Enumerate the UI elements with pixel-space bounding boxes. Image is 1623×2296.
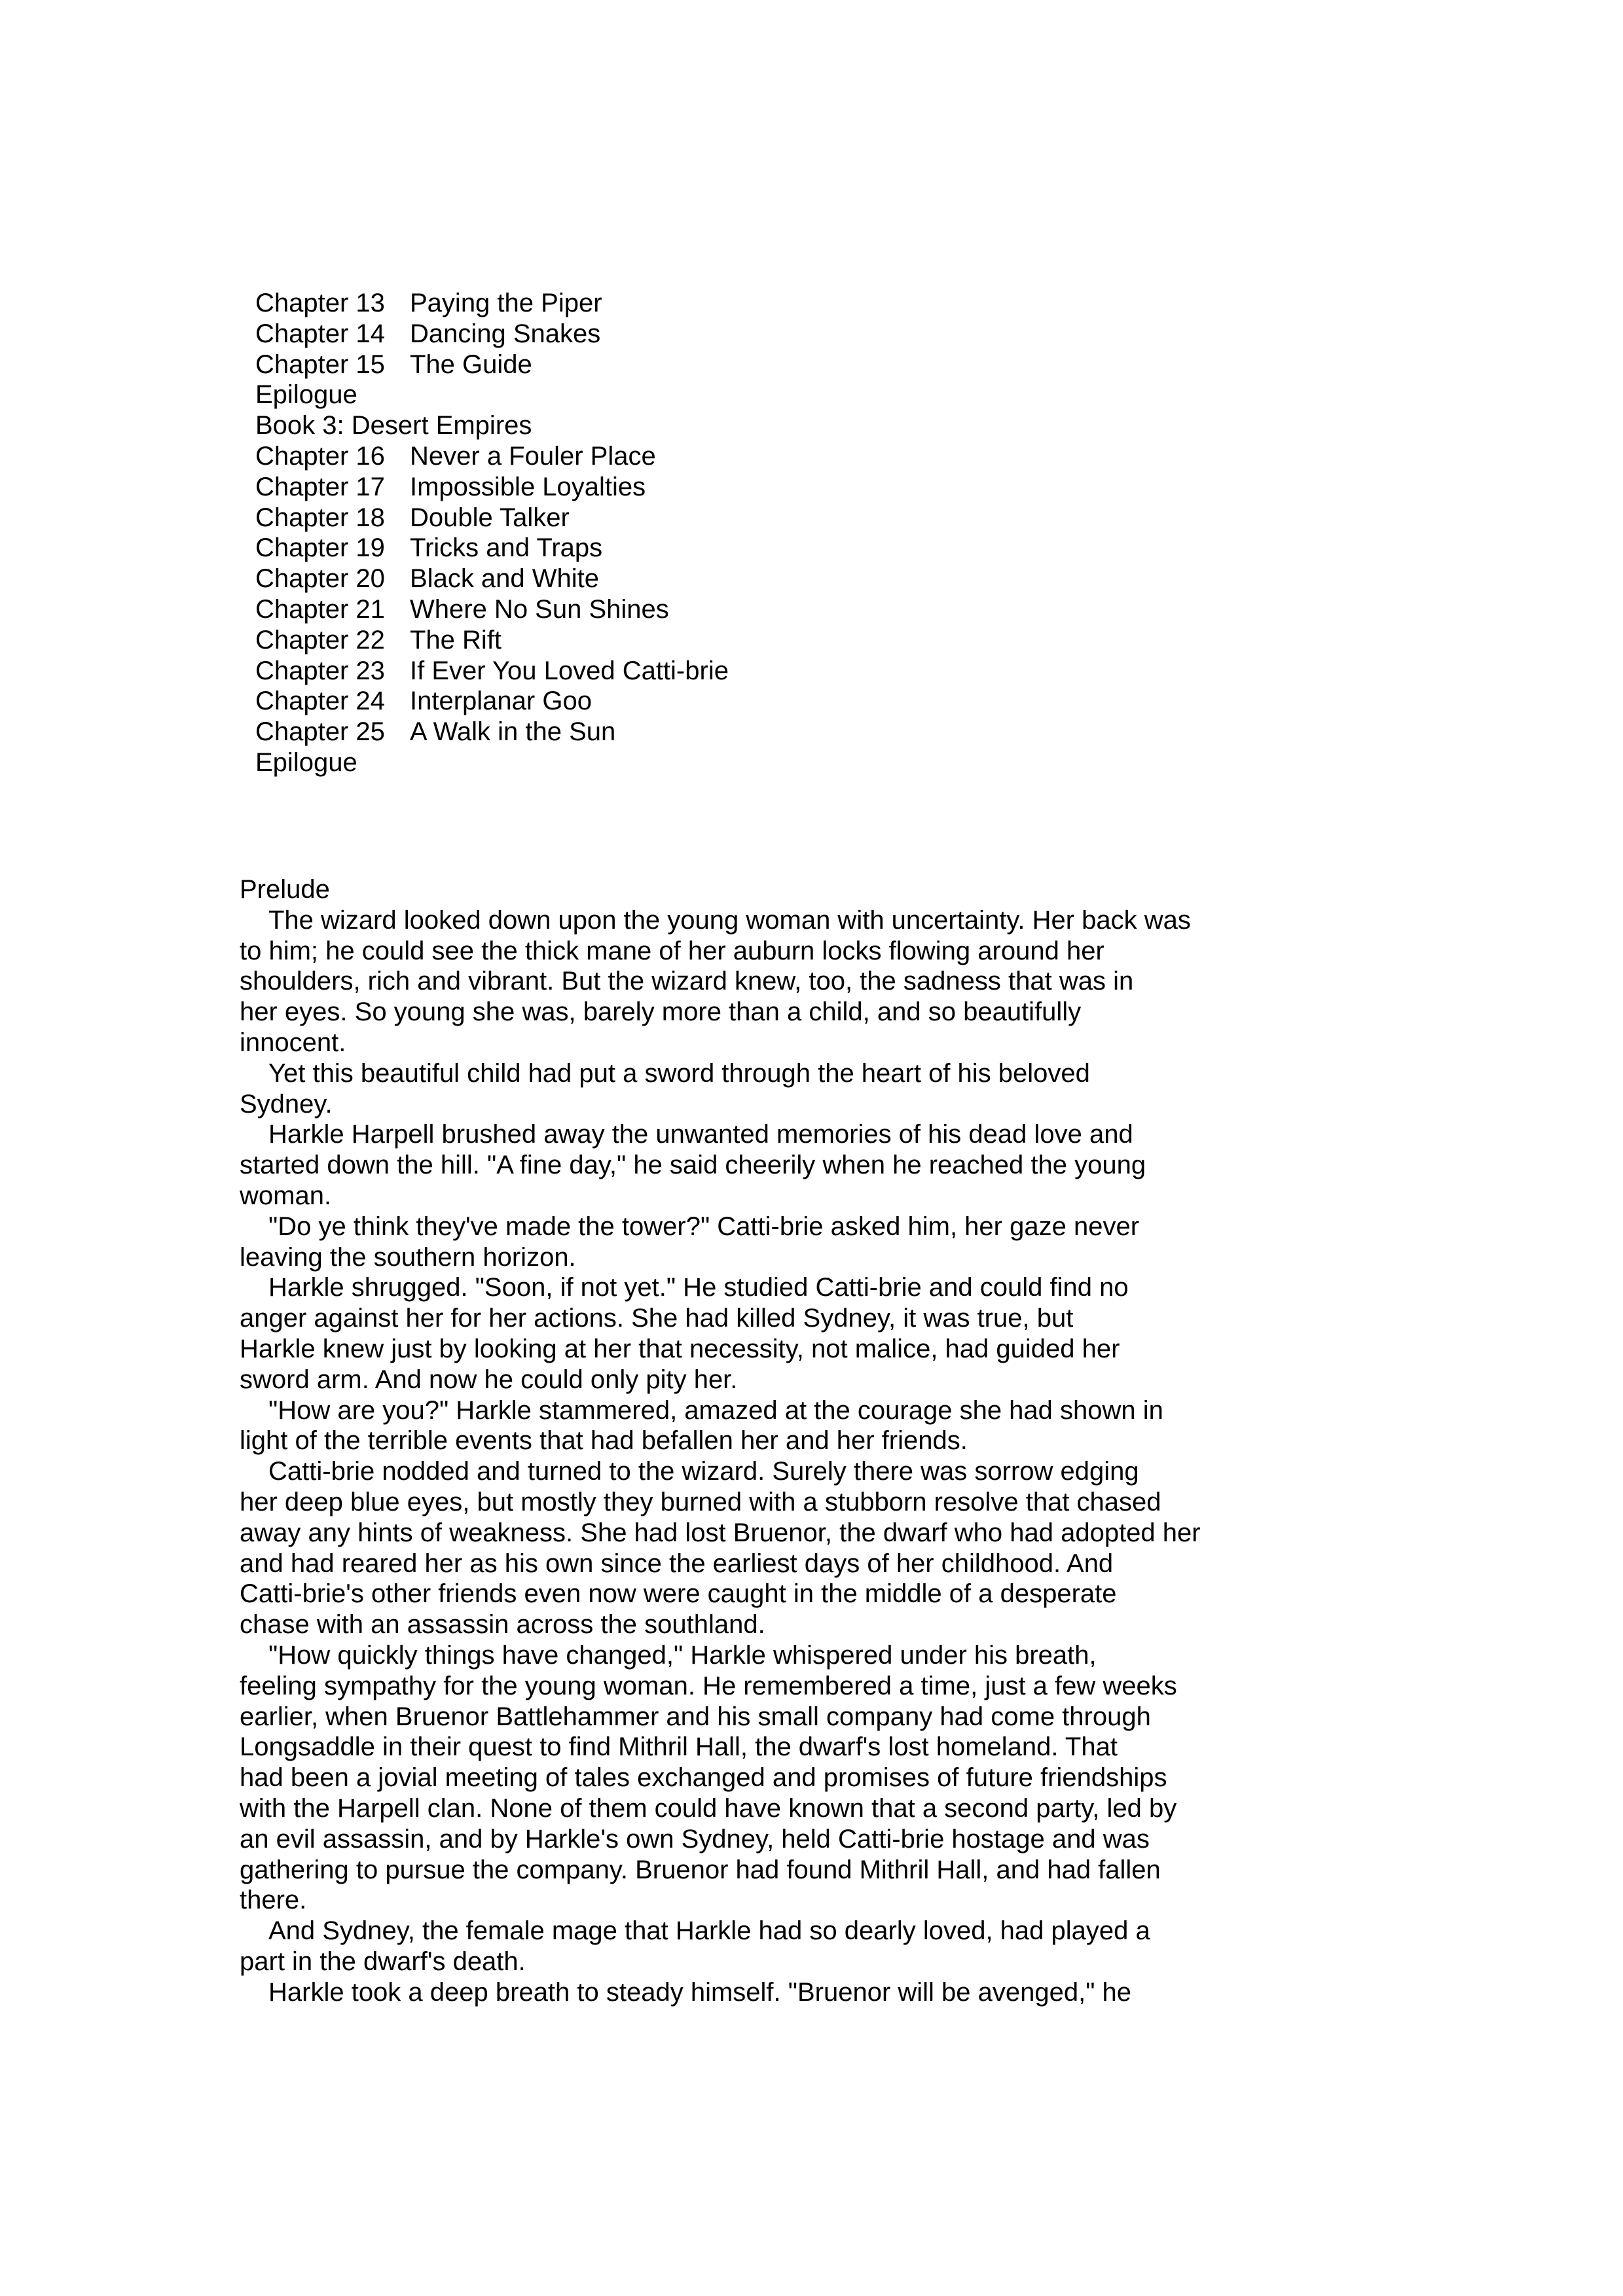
text-line: anger against her for her actions. She had killed Sydney, it was true, but: [240, 1304, 1074, 1333]
toc-chapter-title: Never a Fouler Place: [410, 441, 656, 471]
toc-chapter-title: Paying the Piper: [410, 289, 602, 317]
toc-chapter-number: Chapter 21: [255, 594, 385, 624]
text-line: chase with an assassin across the southland.: [240, 1610, 765, 1640]
toc-chapter-title: The Guide: [410, 350, 532, 379]
toc-heading: Epilogue: [255, 747, 357, 777]
text-line: to him; he could see the thick mane of her auburn locks flowing around her: [240, 936, 1104, 965]
text-line: "How quickly things have changed," Harkle whispered under his breath,: [268, 1640, 1097, 1670]
toc-chapter-title: Dancing Snakes: [410, 319, 601, 348]
toc-entry: [255, 564, 1237, 594]
text-line: away any hints of weakness. She had lost Bruenor, the dwarf who had adopted her: [240, 1518, 1201, 1547]
text-line: Catti-brie's other friends even now were caught in the middle of a desperate: [240, 1579, 1117, 1609]
toc-entry: [255, 686, 1237, 717]
text-line: shoulders, rich and vibrant. But the wizard knew, too, the sadness that was in: [240, 967, 1134, 996]
toc-chapter-title: Interplanar Goo: [410, 687, 592, 716]
text-line: Harkle Harpell brushed away the unwanted memories of his dead love and: [268, 1120, 1133, 1149]
text-line: And Sydney, the female mage that Harkle had so dearly loved, had played a: [268, 1916, 1150, 1946]
text-line: part in the dwarf's death.: [240, 1946, 526, 1976]
text-line: earlier, when Bruenor Battlehammer and his small company had come through: [240, 1702, 1151, 1731]
toc-entry: [255, 380, 1237, 410]
toc-chapter-title: Impossible Loyalties: [410, 472, 646, 501]
toc-entry: [255, 717, 1237, 747]
text-line: an evil assassin, and by Harkle's own Sydney, held Catti-brie hostage and was: [240, 1824, 1150, 1854]
toc-chapter-number: Chapter 18: [255, 503, 385, 532]
prelude-body: [240, 905, 1235, 2008]
text-line: and had reared her as his own since the earliest days of her childhood. And: [240, 1549, 1114, 1578]
toc-entry: [255, 594, 1237, 625]
toc-chapter-number: Chapter 24: [255, 687, 385, 716]
text-line: there.: [240, 1886, 307, 1915]
text-line: innocent.: [240, 1028, 346, 1057]
toc-entry: [255, 656, 1237, 687]
text-line: started down the hill. "A fine day," he said cheerily when he reached the young: [240, 1151, 1146, 1180]
text-line: her eyes. So young she was, barely more than a child, and so beautifully: [240, 997, 1082, 1027]
toc-chapter-title: Tricks and Traps: [410, 533, 603, 563]
toc-entry: [255, 625, 1237, 656]
toc-chapter-title: A Walk in the Sun: [410, 717, 616, 747]
text-line: with the Harpell clan. None of them could have known that a second party, led by: [240, 1793, 1177, 1823]
toc-entry: [255, 350, 1237, 380]
prelude-section: [240, 874, 1235, 2007]
toc-chapter-title: The Rift: [410, 625, 502, 655]
text-line: "Do ye think they've made the tower?" Catti-brie asked him, her gaze never: [268, 1211, 1140, 1241]
toc-chapter-number: Chapter 13: [255, 289, 385, 317]
toc-chapter-title: Double Talker: [410, 503, 570, 532]
text-line: sword arm. And now he could only pity her.: [240, 1365, 738, 1394]
toc-chapter-number: Chapter 20: [255, 564, 385, 594]
text-line: Harkle shrugged. "Soon, if not yet." He studied Catti-brie and could find no: [268, 1273, 1129, 1302]
text-line: Harkle knew just by looking at her that necessity, not malice, had guided her: [240, 1334, 1120, 1363]
text-line: Harkle took a deep breath to steady himself. "Bruenor will be avenged," he: [268, 1977, 1132, 2007]
toc-chapter-number: Chapter 25: [255, 717, 385, 747]
toc-chapter-number: Chapter 15: [255, 350, 385, 379]
toc-chapter-title: Black and White: [410, 564, 600, 594]
text-line: Catti-brie nodded and turned to the wizard. Surely there was sorrow edging: [268, 1457, 1139, 1486]
prelude-heading: Prelude: [240, 875, 330, 904]
toc-entry: [255, 472, 1237, 503]
toc-entry: [255, 533, 1237, 564]
text-line: Longsaddle in their quest to find Mithril Hall, the dwarf's lost homeland. That: [240, 1732, 1118, 1762]
text-line: Yet this beautiful child had put a sword through the heart of his beloved: [268, 1058, 1090, 1088]
text-line: her deep blue eyes, but mostly they burned with a stubborn resolve that chased: [240, 1487, 1161, 1516]
toc-chapter-number: Chapter 17: [255, 472, 385, 501]
toc-chapter-number: Chapter 23: [255, 656, 385, 685]
toc-entry: [255, 319, 1237, 350]
text-line: had been a jovial meeting of tales exchanged and promises of future friendships: [240, 1763, 1167, 1793]
text-line: light of the terrible events that had befallen her and her friends.: [240, 1426, 968, 1456]
text-line: "How are you?" Harkle stammered, amazed at the courage she had shown in: [268, 1395, 1163, 1425]
table-of-contents: [255, 288, 1237, 778]
text-line: gathering to pursue the company. Bruenor had found Mithril Hall, and had fallen: [240, 1855, 1161, 1884]
toc-entry: [255, 288, 1237, 319]
text-line: The wizard looked down upon the young woman with uncertainty. Her back was: [268, 905, 1191, 935]
text-line: woman.: [240, 1181, 332, 1210]
toc-entry: [255, 747, 1237, 778]
text-line: feeling sympathy for the young woman. He remembered a time, just a few weeks: [240, 1671, 1177, 1700]
toc-heading: Book 3: Desert Empires: [255, 411, 532, 440]
toc-chapter-number: Chapter 19: [255, 533, 385, 563]
toc-chapter-number: Chapter 16: [255, 441, 385, 471]
toc-entry: [255, 441, 1237, 472]
toc-entry: [255, 503, 1237, 533]
toc-entry: [255, 410, 1237, 441]
toc-chapter-number: Chapter 14: [255, 319, 385, 348]
text-line: leaving the southern horizon.: [240, 1242, 576, 1272]
toc-chapter-title: Where No Sun Shines: [410, 594, 669, 624]
toc-chapter-number: Chapter 22: [255, 625, 385, 655]
text-line: Sydney.: [240, 1089, 333, 1119]
toc-heading: Epilogue: [255, 380, 357, 410]
toc-chapter-title: If Ever You Loved Catti-brie: [410, 656, 729, 685]
